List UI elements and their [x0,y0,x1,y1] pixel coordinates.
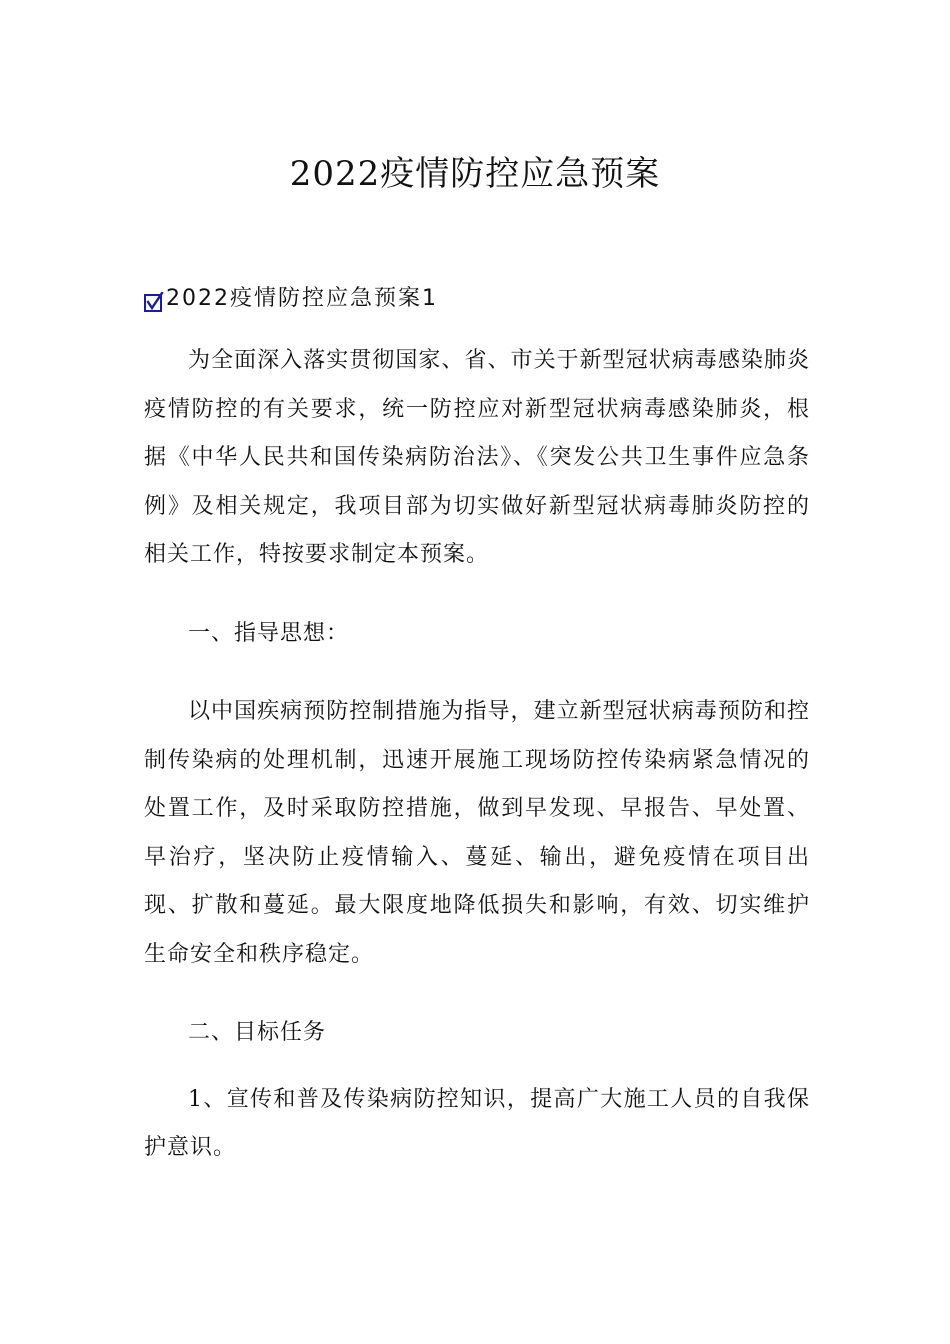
paragraph-task-1: 1、宣传和普及传染病防控知识，提高广大施工人员的自我保护意识。 [144,1086,810,1160]
section-heading-text: 2022疫情防控应急预案1 [166,285,438,311]
document-title: 2022疫情防控应急预案 [289,154,661,194]
document-body [144,337,810,1173]
checkbox-icon[interactable] [144,292,164,312]
section-heading [144,278,438,314]
heading-guiding-ideology: 一、指导思想： [188,620,350,646]
paragraph-intro: 为全面深入落实贯彻国家、省、市关于新型冠状病毒感染肺炎疫情防控的有关要求，统一防控应对新型冠状病毒感染肺炎，根据《中华人民共和国传染病防治法》、《突发公共卫生事件应急条例》及相关规定，我项目部为切实做好新型冠状病毒肺炎防控的相关工作，特按要求制定本预案。 [144,348,810,567]
heading-target-tasks: 二、目标任务 [188,1020,327,1045]
paragraph-guiding-ideology: 以中国疾病预防控制措施为指导，建立新型冠状病毒预防和控制传染病的处理机制，迅速开展施工现场防控传染病紧急情况的处置工作，及时采取防控措施，做到早发现、早报告、早处置、早治疗，坚决防止疫情输入、蔓延、输出，避免疫情在项目出现、扩散和蔓延。最大限度地降低损失和影响，有效、切实维护生命安全和秩序稳定。 [144,699,810,967]
